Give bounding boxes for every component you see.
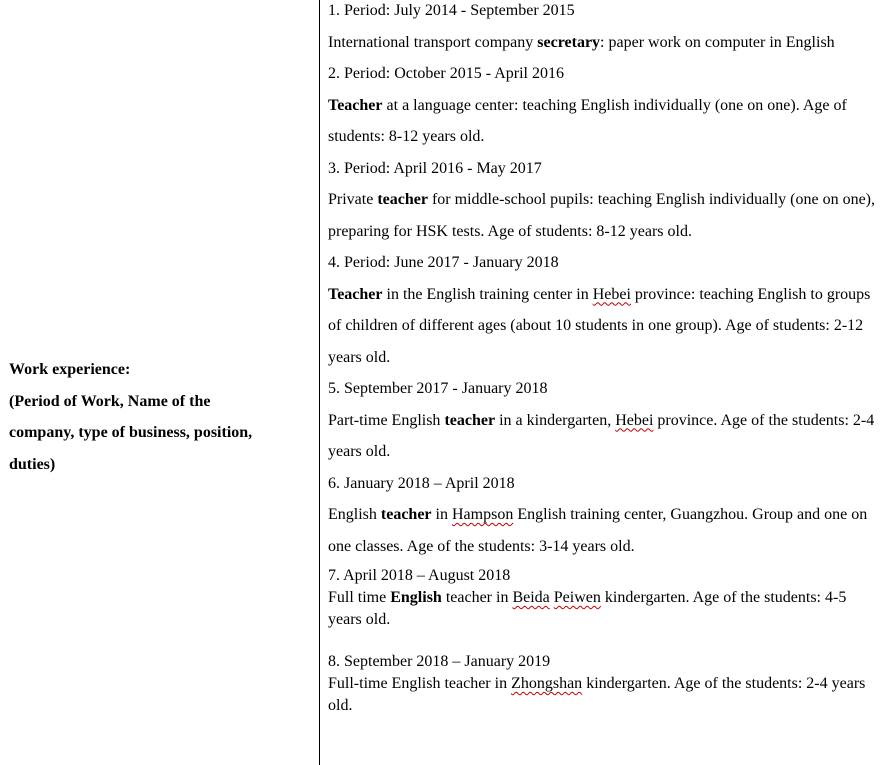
- entry-period: 1. Period: July 2014 - September 2015: [328, 2, 575, 19]
- desc-text: in a kindergarten,: [495, 411, 616, 429]
- desc-bold-role: teacher: [377, 191, 428, 208]
- desc-text: kindergarten. Age of the students: 4-5 years old.: [328, 589, 847, 628]
- entry-6: [328, 468, 880, 563]
- desc-text: : paper work on computer in English: [600, 33, 835, 51]
- spellcheck-word: Hebei: [615, 411, 654, 429]
- entry-8: [328, 651, 880, 717]
- column-divider: [319, 0, 320, 765]
- label-line: (Period of Work, Name of the: [9, 392, 211, 410]
- desc-bold-role: Teacher: [328, 285, 383, 303]
- desc-text: kindergarten. Age of the students: 2-4 years old.: [328, 675, 866, 714]
- entry-description: [328, 587, 880, 631]
- desc-text: for middle-school pupils: teaching English individually (one on one), preparing for HSK tests. Age of students: 8-12 years old.: [328, 191, 875, 240]
- entry-description: [328, 279, 880, 374]
- desc-text: International transport company: [328, 33, 538, 51]
- desc-text: in the English training center in: [382, 285, 593, 303]
- entry-period: 8. September 2018 – January 2019: [328, 653, 551, 670]
- entry-period: 5. September 2017 - January 2018: [328, 380, 548, 397]
- desc-text: teacher in: [441, 589, 513, 606]
- entry-period: 4. Period: June 2017 - January 2018: [328, 254, 559, 271]
- entry-period: 3. Period: April 2016 - May 2017: [328, 159, 542, 177]
- spellcheck-word: Hebei: [592, 285, 631, 303]
- desc-text: English training center, Guangzhou. Group and one on one classes. Age of the students: 3-14 years old.: [328, 506, 868, 555]
- entry-description: [328, 673, 880, 717]
- label-cell: [0, 0, 319, 765]
- desc-text: Full-time English teacher in: [328, 675, 512, 692]
- entry-description: [328, 499, 880, 562]
- label-line: company, type of business, position,: [9, 424, 253, 441]
- desc-text: Private: [328, 191, 378, 208]
- work-experience-label: [9, 354, 314, 480]
- entry-7: [328, 565, 880, 631]
- entry-4: [328, 247, 880, 373]
- desc-bold-role: Teacher: [328, 96, 383, 114]
- desc-text: province. Age of the students: 2-4 years old.: [328, 411, 875, 460]
- desc-text: Part-time English: [328, 411, 445, 429]
- desc-text: in: [431, 506, 452, 523]
- desc-text: Full time: [328, 589, 391, 606]
- entry-period: 6. January 2018 – April 2018: [328, 474, 515, 492]
- entry-3: [328, 153, 880, 248]
- spellcheck-word: Zhongshan: [511, 675, 583, 692]
- spellcheck-word: Peiwen: [553, 589, 601, 606]
- desc-bold-role: secretary: [537, 33, 601, 51]
- spellcheck-word: Beida: [512, 589, 550, 606]
- label-line: Work experience:: [9, 361, 131, 378]
- entry-1: [328, 0, 880, 58]
- details-cell: [328, 0, 880, 717]
- entry-period: 7. April 2018 – August 2018: [328, 567, 511, 584]
- entry-description: [328, 405, 880, 468]
- entry-description: [328, 90, 880, 153]
- spellcheck-word: Hampson: [451, 506, 514, 523]
- desc-bold-role: English: [390, 589, 442, 606]
- entry-5: [328, 373, 880, 468]
- entry-description: [328, 184, 880, 247]
- desc-text: at a language center: teaching English individually (one on one). Age of students: 8-12 years old.: [328, 96, 847, 145]
- entry-period: 2. Period: October 2015 - April 2016: [328, 65, 564, 82]
- entry-2: [328, 58, 880, 153]
- desc-bold-role: teacher: [444, 411, 496, 429]
- desc-bold-role: teacher: [380, 506, 432, 523]
- desc-text: province: teaching English to groups of children of different ages (about 10 students in one group). Age of students: 2-12 years old.: [328, 285, 871, 366]
- entry-description: [328, 27, 880, 59]
- label-line: duties): [9, 455, 56, 473]
- desc-text: English: [328, 506, 381, 523]
